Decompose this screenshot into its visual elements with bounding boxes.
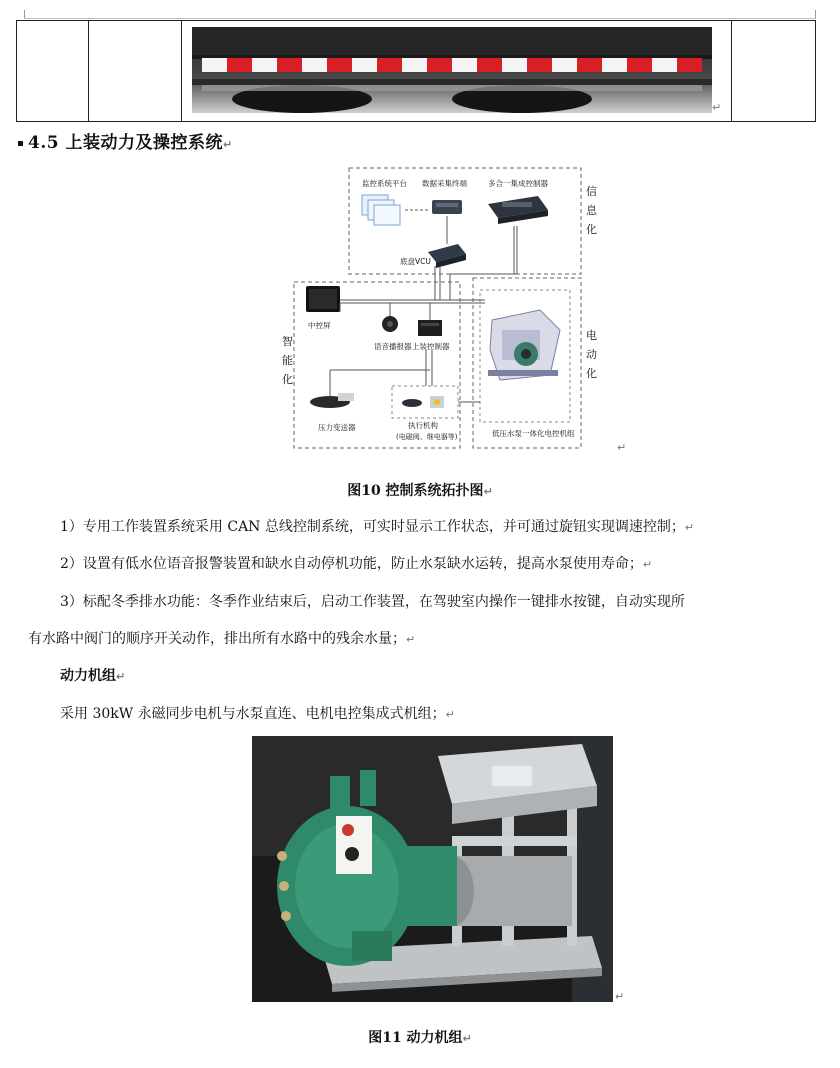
paragraph-mark: ↵ — [617, 441, 627, 454]
paragraph-3-line-1 — [60, 592, 820, 612]
label-upper-controller: 上装控制器 — [412, 342, 450, 351]
monitor-platform-icon — [362, 195, 400, 225]
reflective-strip-segment — [577, 58, 602, 72]
paragraph-1 — [60, 517, 820, 538]
paragraph-1-text: 1）专用工作装置系统采用 CAN 总线控制系统，可实时显示工作状态，并可通过旋钮实现调速控制； — [60, 519, 685, 535]
actuator-icon — [402, 396, 444, 408]
paragraph-mark: ↵ — [712, 101, 722, 114]
label-central-screen: 中控屏 — [308, 321, 331, 330]
reflective-strip-segment — [252, 58, 277, 72]
reflective-strip-segment — [227, 58, 252, 72]
reflective-strip-segment — [602, 58, 627, 72]
upper-controller-icon — [418, 320, 442, 336]
group-label-intelligent: 智能化 — [282, 335, 293, 386]
reflective-strip-segment — [202, 58, 227, 72]
control-topology-diagram — [280, 160, 597, 456]
group-label-electrification: 电动化 — [586, 329, 597, 380]
truck-rear-reflective-strip-photo — [192, 27, 712, 113]
label-integrated-controller: 多合一集成控制器 — [488, 179, 548, 188]
figure11-caption-text: 图11 动力机组 — [368, 1030, 463, 1046]
reflective-strip-segment — [627, 58, 652, 72]
reflective-strip-segment — [527, 58, 552, 72]
label-actuator: 执行机构 — [408, 421, 438, 430]
paragraph-mark: ↵ — [406, 633, 416, 646]
reflective-strip-segment — [302, 58, 327, 72]
data-terminal-icon — [432, 200, 462, 214]
label-monitor-platform: 监控系统平台 — [362, 179, 407, 188]
label-voice-alarm: 语音播报器 — [374, 342, 412, 351]
figure10-caption — [0, 480, 840, 500]
ruler-mark — [815, 10, 816, 18]
power-unit-description-text: 采用 30kW 永磁同步电机与水泵直连、电机电控集成式机组； — [60, 706, 446, 722]
pressure-sensor-icon — [310, 393, 354, 408]
reflective-strip-segment — [277, 58, 302, 72]
page-top-edge — [24, 0, 816, 19]
reflective-strip-segment — [427, 58, 452, 72]
label-actuator-note: (电磁阀、继电器等) — [396, 433, 458, 441]
paragraph-2-text: 2）设置有低水位语音报警装置和缺水自动停机功能，防止水泵缺水运转，提高水泵使用寿命； — [60, 556, 643, 572]
table-cell-divider — [88, 20, 89, 121]
label-pressure-sensor: 压力变送器 — [318, 423, 356, 432]
figure11-caption — [0, 1027, 840, 1047]
reflective-strip-segment — [502, 58, 527, 72]
reflective-strip-segment — [477, 58, 502, 72]
reflective-strip-segment — [402, 58, 427, 72]
paragraph-mark: ↵ — [642, 558, 653, 571]
label-pump-unit: 低压水泵一体化电控机组 — [492, 429, 575, 438]
group-label-informatization: 信息化 — [586, 185, 597, 236]
reflective-strip-segment — [552, 58, 577, 72]
paragraph-mark: ↵ — [615, 990, 625, 1003]
paragraph-3-text-line-2: 有水路中阀门的顺序开关动作，排出所有水路中的残余水量； — [28, 631, 406, 647]
paragraph-3-line-2 — [28, 629, 818, 650]
paragraph-mark: ↵ — [223, 138, 233, 151]
power-unit-description — [60, 704, 455, 725]
power-unit-heading-text: 动力机组 — [60, 668, 116, 684]
label-chassis-vcu: 底盘VCU — [400, 257, 431, 266]
section-heading — [18, 128, 233, 153]
power-unit-heading — [60, 666, 125, 687]
figure10-caption-text: 图10 控制系统拓扑图 — [347, 483, 484, 499]
power-unit-photo — [252, 736, 613, 1002]
paragraph-mark: ↵ — [483, 485, 493, 498]
paragraph-mark: ↵ — [462, 1032, 472, 1045]
reflective-strip-segment — [377, 58, 402, 72]
paragraph-mark: ↵ — [684, 521, 695, 534]
ruler-mark — [24, 10, 25, 18]
section-number: 4.5 — [28, 133, 60, 153]
paragraph-3-text-line-1: 3）标配冬季排水功能：冬季作业结束后，启动工作装置，在驾驶室内操作一键排水按键，自动实现所 — [60, 594, 685, 610]
integrated-controller-icon — [488, 196, 548, 224]
paragraph-mark: ↵ — [445, 708, 455, 721]
reflective-strip-segment — [677, 58, 702, 72]
heading-bullet-icon — [18, 141, 23, 146]
paragraph-2 — [60, 554, 820, 575]
reflective-strip-segment — [652, 58, 677, 72]
table-cell-divider — [731, 20, 732, 121]
reflective-strip-segment — [452, 58, 477, 72]
reflective-strip-segment — [352, 58, 377, 72]
section-title: 上装动力及操控系统 — [65, 133, 223, 153]
reflective-strip-segment — [327, 58, 352, 72]
chassis-vcu-icon — [428, 244, 466, 268]
table-cell-divider — [181, 20, 182, 121]
voice-alarm-icon — [382, 316, 398, 332]
paragraph-mark: ↵ — [116, 670, 126, 683]
label-data-terminal: 数据采集终端 — [422, 179, 467, 188]
pump-unit-icon — [488, 310, 560, 380]
central-screen-icon — [306, 286, 340, 312]
